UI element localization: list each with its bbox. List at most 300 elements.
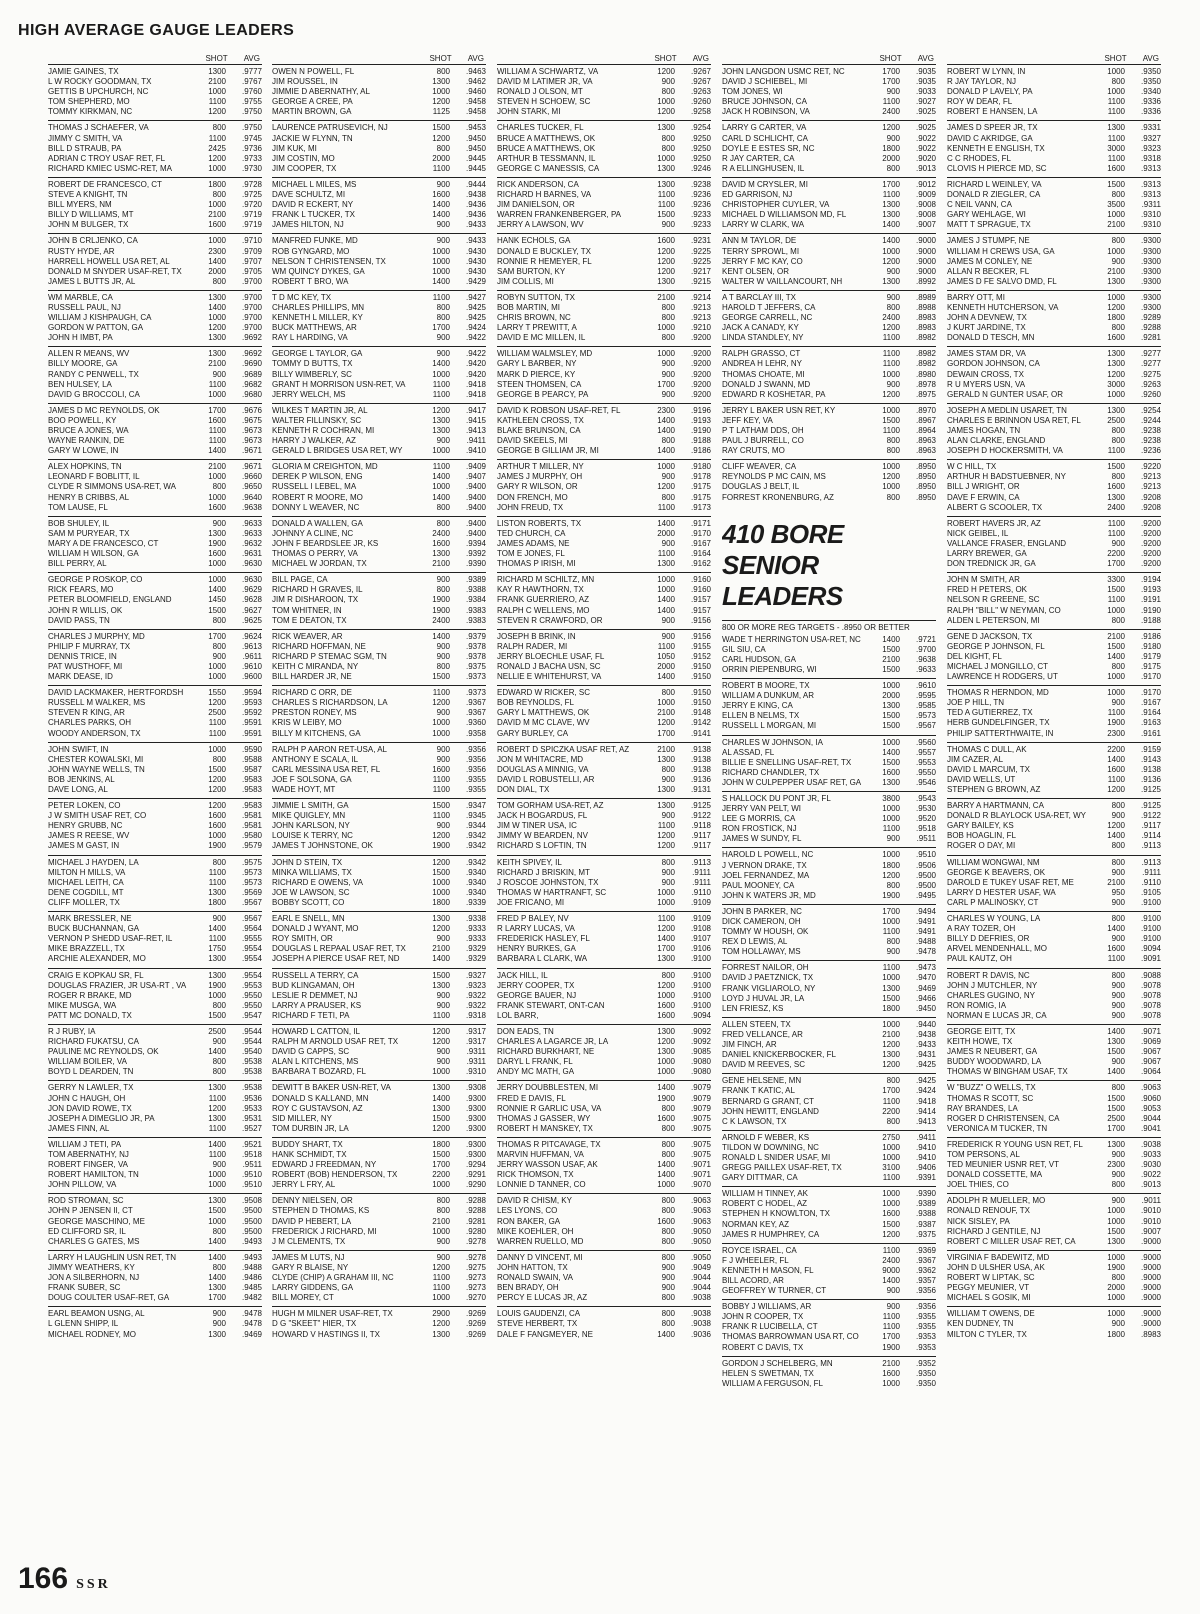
shot-count: 1000	[657, 1067, 675, 1077]
shot-count: 1500	[432, 1113, 450, 1123]
shooter-name: WILLIAM BOILER, VA	[48, 1057, 127, 1067]
shot-count: 1600	[657, 1010, 675, 1020]
shot-count: 1100	[208, 436, 226, 446]
leader-group	[722, 346, 936, 401]
average-score: .9290	[465, 1180, 486, 1190]
average-score: .9167	[1140, 698, 1161, 708]
shot-count: 1100	[432, 389, 450, 399]
shot-count: 1000	[882, 973, 900, 983]
average-score: .9389	[465, 575, 486, 585]
leader-row	[497, 1114, 711, 1124]
average-score: .9080	[690, 1067, 711, 1077]
leader-row	[497, 1083, 711, 1093]
leader-row	[947, 642, 1161, 652]
leader-row	[272, 981, 486, 991]
leader-row	[722, 973, 936, 983]
average-score: .9413	[465, 426, 486, 435]
shot-count: 1300	[1107, 276, 1125, 286]
shooter-name: TED CHURCH, CA	[497, 528, 566, 538]
shooter-name: DONALD S KALLAND, MN	[272, 1093, 369, 1103]
shooter-name: LOUISE K TERRY, NC	[272, 831, 353, 841]
average-score: .9173	[690, 502, 711, 512]
shooter-name: MARK D PIERCE, KY	[497, 369, 576, 379]
leader-row	[722, 1173, 936, 1183]
shot-count: 1600	[657, 1113, 675, 1123]
average-score: .9418	[465, 389, 486, 399]
average-score: .9588	[241, 754, 262, 764]
average-score: .8983	[915, 323, 936, 333]
leader-row	[272, 1217, 486, 1227]
shooter-name: NICK SISLEY, PA	[947, 1216, 1010, 1226]
shot-count: 1100	[882, 1322, 900, 1332]
leader-row	[497, 632, 711, 642]
average-score: .9138	[690, 744, 711, 754]
shot-count: 1800	[882, 1003, 900, 1013]
average-score: .9638	[241, 502, 262, 512]
shooter-name: DAVID J PAETZNICK, TX	[722, 973, 814, 983]
shot-count: 1000	[657, 990, 675, 1000]
average-score: .9323	[465, 980, 486, 990]
shot-count: 1100	[882, 1312, 900, 1322]
average-score: .9544	[241, 1026, 262, 1036]
shooter-name: LARRY H LAUGHLIN USN RET, TN	[48, 1252, 177, 1262]
leader-row	[48, 349, 262, 359]
shooter-name: ALAN L KITCHENS, MS	[272, 1057, 359, 1067]
leader-row	[947, 549, 1161, 559]
average-score: .9000	[1140, 1319, 1161, 1329]
shooter-name: GARY R WILSON, OR	[497, 482, 578, 492]
leader-row	[272, 971, 486, 981]
average-score: .9094	[690, 1010, 711, 1020]
leader-row	[272, 257, 486, 267]
leader-row	[497, 436, 711, 446]
shooter-name: AL ASSAD, FL	[722, 747, 775, 757]
average-score: .9138	[690, 754, 711, 764]
shot-count: 950	[1111, 887, 1125, 897]
leader-row	[947, 1140, 1161, 1150]
leader-row	[947, 1104, 1161, 1114]
average-score: .9141	[690, 728, 711, 738]
leader-group	[722, 633, 936, 677]
average-score: .9353	[915, 1342, 936, 1352]
average-score: .9511	[242, 1160, 262, 1170]
shot-count: 800	[661, 1139, 675, 1149]
shooter-name: T D MC KEY, TX	[272, 292, 332, 302]
shot-count: 1200	[657, 256, 675, 266]
shooter-name: DONNY L WEAVER, NC	[272, 502, 360, 512]
average-score: .9041	[1140, 1123, 1161, 1133]
leader-row	[947, 426, 1161, 436]
average-score: .9356	[915, 1302, 936, 1312]
shot-count: 1400	[882, 220, 900, 230]
shot-count: 1200	[882, 1060, 900, 1070]
shooter-name: RALPH GRASSO, CT	[722, 349, 801, 359]
shooter-name: RICHARD H BARNES, VA	[497, 190, 592, 200]
shot-count: 1100	[882, 824, 900, 834]
leader-group	[947, 233, 1161, 288]
average-score: .9300	[465, 1113, 486, 1123]
leader-row	[272, 642, 486, 652]
average-score: .9260	[690, 97, 711, 107]
leader-row	[272, 1170, 486, 1180]
shooter-name: HENRY BURKES, GA	[497, 944, 576, 954]
shooter-name: GEORGE B GILLIAM JR, MI	[497, 446, 599, 456]
shot-count: 1400	[882, 634, 900, 644]
shot-count: 1600	[657, 236, 675, 246]
leader-row	[497, 87, 711, 97]
shot-count: 1000	[1107, 672, 1125, 682]
average-score: .9013	[1140, 1180, 1161, 1190]
average-score: .9391	[915, 1173, 936, 1183]
shooter-name: GERALD N GUNTER USAF, OR	[947, 389, 1064, 399]
average-score: .9200	[1140, 559, 1161, 569]
shot-count: 800	[1111, 472, 1125, 482]
leader-row	[722, 1030, 936, 1040]
shooter-name: REX D LEWIS, AL	[722, 937, 788, 947]
shot-count: 1200	[1107, 821, 1125, 831]
shooter-name: ROBERT W LIPTAK, SC	[947, 1273, 1035, 1283]
shooter-name: ROBERT B MOORE, TX	[722, 681, 810, 691]
shot-count: 1000	[432, 369, 450, 379]
shooter-name: STEVE HERBERT, TX	[497, 1319, 578, 1329]
shooter-name: ARCHIE ALEXANDER, MO	[48, 954, 146, 964]
shooter-name: GETTIS B UPCHURCH, NC	[48, 87, 149, 97]
leader-group	[272, 1193, 486, 1248]
shot-count: 1900	[208, 538, 226, 548]
shot-count: 1700	[432, 323, 450, 333]
shot-count: 3000	[1107, 379, 1125, 389]
shooter-name: JEFF KEY, VA	[722, 415, 773, 425]
shooter-name: JOHN P JENSEN II, CT	[48, 1206, 133, 1216]
shot-count: 1400	[432, 954, 450, 964]
shot-count: 800	[886, 937, 900, 947]
average-score: .9213	[690, 302, 711, 312]
shooter-name: FRANK T KATIC, AL	[722, 1086, 795, 1096]
average-score: .9080	[690, 1057, 711, 1067]
leader-row	[497, 1094, 711, 1104]
leader-row	[48, 257, 262, 267]
leader-row	[722, 257, 936, 267]
leader-row	[947, 559, 1161, 569]
average-score: .9036	[690, 1329, 711, 1339]
average-score: .9109	[690, 897, 711, 907]
average-score: .9193	[1140, 585, 1161, 595]
leader-group	[48, 290, 262, 345]
shooter-name: BILLY M KITCHENS, GA	[272, 728, 361, 738]
average-score: .8983	[1140, 1329, 1161, 1339]
shooter-name: ROD STROMAN, SC	[48, 1196, 124, 1206]
leader-row	[272, 1253, 486, 1263]
shot-count: 1500	[1107, 641, 1125, 651]
shot-count: 1300	[1107, 1037, 1125, 1047]
leader-row	[722, 1097, 936, 1107]
leader-group	[722, 1299, 936, 1354]
leader-row	[722, 416, 936, 426]
leader-row	[722, 472, 936, 482]
leader-row	[947, 1319, 1161, 1329]
shooter-name: LARRY BREWER, GA	[947, 549, 1027, 559]
shot-count: 800	[212, 1226, 226, 1236]
average-score: .9555	[241, 934, 262, 944]
average-score: .9111	[692, 877, 711, 887]
leader-row	[722, 691, 936, 701]
leader-row	[497, 575, 711, 585]
leader-row	[722, 1040, 936, 1050]
average-score: .8982	[915, 359, 936, 369]
leader-row	[722, 333, 936, 343]
shot-count: 1800	[1107, 1329, 1125, 1339]
shooter-name: J M CLEMENTS, TX	[272, 1236, 346, 1246]
average-score: .9106	[690, 944, 711, 954]
shooter-name: ROBERT W LYNN, IN	[947, 67, 1026, 76]
average-score: .9050	[690, 1252, 711, 1262]
leader-row	[497, 1330, 711, 1340]
average-score: .9100	[690, 1000, 711, 1010]
shooter-name: ROBERT DE FRANCESCO, CT	[48, 179, 162, 189]
shooter-name: BOBBY J WILLIAMS, AR	[722, 1302, 812, 1312]
shot-count: 1500	[208, 605, 226, 615]
leader-row	[48, 1319, 262, 1329]
leader-group	[947, 1250, 1161, 1305]
leader-row	[497, 107, 711, 117]
leader-row	[722, 313, 936, 323]
shot-count: 800	[212, 1262, 226, 1272]
leader-row	[497, 1150, 711, 1160]
shot-count: 1600	[208, 502, 226, 512]
shooter-name: JOHN FREUD, TX	[497, 502, 564, 512]
average-score: .9200	[690, 349, 711, 359]
leader-row	[497, 406, 711, 416]
shot-count: 1200	[657, 831, 675, 841]
shooter-name: FRANK GUERRIERO, AZ	[497, 595, 590, 605]
leader-row	[48, 729, 262, 739]
average-score: .9554	[241, 954, 262, 964]
average-score: .9200	[1140, 528, 1161, 538]
leader-row	[48, 1011, 262, 1021]
shot-count: 2000	[657, 528, 675, 538]
average-score: .9360	[465, 718, 486, 728]
shooter-name: JOHN PILLOW, VA	[48, 1180, 117, 1190]
shooter-name: ADRIAN C TROY USAF RET, FL	[48, 153, 166, 163]
average-score: .9394	[465, 538, 486, 548]
shot-count: 1000	[882, 804, 900, 814]
shot-count: 1100	[657, 821, 675, 831]
leader-row	[48, 472, 262, 482]
shooter-name: MARK DEASE, ID	[48, 672, 113, 682]
leader-row	[48, 529, 262, 539]
shooter-name: LARRY G CARTER, VA	[722, 123, 807, 133]
average-score: .9329	[465, 954, 486, 964]
shot-count: 1400	[1107, 924, 1125, 934]
leader-row	[722, 462, 936, 472]
shot-count: 800	[1111, 970, 1125, 980]
average-score: .9340	[465, 867, 486, 877]
leader-group	[497, 1250, 711, 1305]
average-score: .9273	[465, 1283, 486, 1293]
average-score: .9078	[1140, 1000, 1161, 1010]
shot-count: 900	[661, 359, 675, 369]
shot-count: 2100	[432, 944, 450, 954]
shooter-name: GEORGE EITT, TX	[947, 1026, 1016, 1036]
leader-row	[497, 1319, 711, 1329]
average-score: .9078	[1140, 990, 1161, 1000]
shooter-name: KEITH SPIVEY, IL	[497, 857, 562, 867]
shooter-name: ROBERT HAMILTON, TN	[48, 1170, 139, 1180]
shot-count: 2100	[208, 359, 226, 369]
shot-count: 900	[436, 179, 450, 189]
leader-group	[272, 346, 486, 401]
leader-row	[48, 180, 262, 190]
average-score: .9200	[690, 359, 711, 369]
shot-count: 1100	[1107, 518, 1125, 528]
leader-row	[722, 814, 936, 824]
average-score: .9700	[241, 276, 262, 286]
leader-row	[497, 380, 711, 390]
shot-count: 900	[661, 877, 675, 887]
average-score: .9213	[690, 313, 711, 323]
leader-row	[497, 924, 711, 934]
shot-count: 800	[661, 133, 675, 143]
leader-row	[272, 1237, 486, 1247]
shooter-name: JERRY L BAKER USN RET, KY	[722, 405, 836, 415]
average-score: .9200	[690, 369, 711, 379]
shot-count: 1800	[208, 897, 226, 907]
leader-row	[497, 416, 711, 426]
leader-row	[722, 635, 936, 645]
average-score: .9356	[465, 764, 486, 774]
shooter-name: CHRISTOPHER CUYLER, VA	[722, 200, 830, 210]
shot-header: SHOT	[879, 54, 902, 63]
average-score: .9673	[241, 426, 262, 435]
average-score: .9700	[241, 302, 262, 312]
average-score: .9161	[1140, 728, 1161, 738]
shot-count: 1300	[882, 200, 900, 210]
leader-row	[272, 1001, 486, 1011]
shooter-name: GORDON JOHNSON, CA	[947, 359, 1040, 369]
leader-row	[48, 144, 262, 154]
shot-count: 1500	[432, 970, 450, 980]
shooter-name: STEVEN H SCHOEW, SC	[497, 97, 591, 107]
average-score: .9378	[465, 651, 486, 661]
shooter-name: JOSEPH D HOCKERSMITH, VA	[947, 446, 1063, 456]
shooter-name: ROBERT (BOB) HENDERSON, TX	[272, 1170, 398, 1180]
leader-row	[947, 672, 1161, 682]
shot-count: 1600	[208, 220, 226, 230]
average-score: .9445	[465, 163, 486, 173]
average-score: .9579	[241, 841, 262, 851]
shot-count: 1000	[1107, 292, 1125, 302]
shooter-name: EARL BEAMON USNG, AL	[48, 1309, 145, 1319]
average-score: .9583	[241, 774, 262, 784]
leader-group	[272, 516, 486, 571]
average-score: .9131	[690, 785, 711, 794]
shot-count: 1200	[657, 980, 675, 990]
average-score: .9580	[241, 831, 262, 841]
shooter-name: ROBERT C MILLER USAF RET, CA	[947, 1236, 1076, 1246]
shooter-name: VERONICA M TUCKER, TN	[947, 1123, 1048, 1133]
shooter-name: JIM CAZER, AL	[947, 754, 1004, 764]
shooter-name: JOSEPH A PIERCE USAF RET, ND	[272, 954, 400, 964]
shooter-name: DONALD A WALLEN, GA	[272, 518, 363, 528]
shooter-name: ROBERT HAVERS JR, AZ	[947, 518, 1041, 528]
average-score: .9495	[915, 890, 936, 900]
average-score: .9511	[916, 834, 936, 844]
shooter-name: MICHAEL S GOSIK, MI	[947, 1293, 1031, 1303]
leader-row	[272, 755, 486, 765]
average-score: .9521	[241, 1139, 262, 1149]
avg-header: AVG	[467, 54, 484, 63]
leader-group	[272, 177, 486, 232]
leader-row	[722, 1220, 936, 1230]
shooter-name: ARTHUR H BADSTUEBNER, NY	[947, 472, 1066, 482]
shooter-name: ALLAN R BECKER, FL	[947, 266, 1030, 276]
shot-count: 2200	[432, 1170, 450, 1180]
leader-row	[497, 472, 711, 482]
average-score: .9010	[1140, 1216, 1161, 1226]
average-score: .9352	[915, 1358, 936, 1368]
leader-row	[48, 247, 262, 257]
shot-count: 1100	[208, 934, 226, 944]
shooter-name: GEORGE L TAYLOR, GA	[272, 349, 363, 359]
leader-row	[947, 1217, 1161, 1227]
leader-row	[947, 595, 1161, 605]
shot-count: 1100	[882, 963, 900, 973]
shooter-name: JOHN STARK, MI	[497, 107, 561, 117]
shot-count: 1300	[1107, 123, 1125, 133]
leader-row	[722, 711, 936, 721]
leader-row	[48, 1104, 262, 1114]
average-score: .9067	[1140, 1057, 1161, 1067]
shooter-name: FRED E DAVIS, FL	[497, 1093, 566, 1103]
leader-row	[48, 406, 262, 416]
shot-count: 900	[886, 947, 900, 957]
average-score: .8988	[915, 302, 936, 312]
shooter-name: RICHARD FUKATSU, CA	[48, 1037, 139, 1047]
leader-row	[947, 87, 1161, 97]
shot-count: 2400	[882, 107, 900, 117]
shot-count: 1200	[432, 857, 450, 867]
leader-row	[722, 721, 936, 731]
leader-group	[497, 177, 711, 232]
shooter-name: BEN BRADY, OH	[497, 1283, 559, 1293]
leader-row	[48, 868, 262, 878]
leader-row	[722, 1209, 936, 1219]
shooter-name: ROBERT D SPICZKA USAF RET, AZ	[497, 744, 630, 754]
leader-group	[947, 516, 1161, 571]
leader-row	[272, 446, 486, 456]
average-score: .8980	[915, 369, 936, 379]
average-score: .9150	[690, 672, 711, 682]
shooter-name: GEORGE P ROSKOP, CO	[48, 575, 143, 585]
leader-row	[947, 745, 1161, 755]
average-score: .9453	[465, 123, 486, 133]
shot-count: 900	[1111, 867, 1125, 877]
average-score: .9008	[915, 200, 936, 210]
average-score: .9269	[465, 1309, 486, 1319]
leader-row	[497, 642, 711, 652]
leader-row	[48, 426, 262, 436]
average-score: .9709	[241, 246, 262, 256]
shooter-name: HUGH M MILNER USAF-RET, TX	[272, 1309, 393, 1319]
shot-count: 1200	[882, 389, 900, 399]
shooter-name: ROYCE ISRAEL, CA	[722, 1245, 797, 1255]
average-score: .8963	[915, 436, 936, 446]
average-score: .9038	[690, 1293, 711, 1303]
leader-row	[947, 293, 1161, 303]
shot-count: 800	[661, 1252, 675, 1262]
shooter-name: VIRGINIA F BADEWITZ, MD	[947, 1252, 1050, 1262]
leader-row	[722, 738, 936, 748]
